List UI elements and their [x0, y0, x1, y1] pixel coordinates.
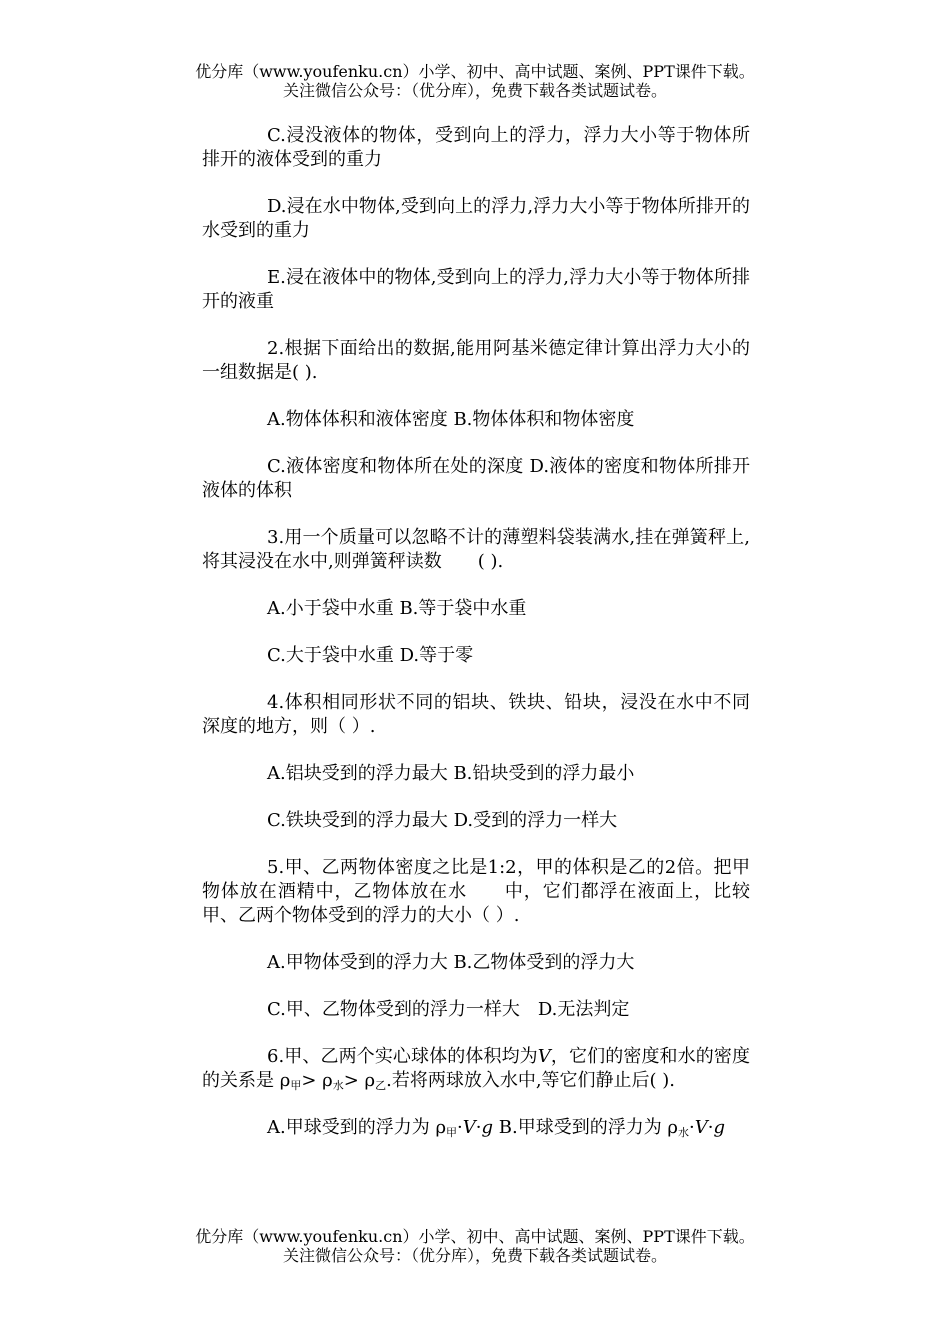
q6a-dot-3: · [689, 1117, 695, 1138]
option-d-paragraph: D.浸在水中物体,受到向上的浮力,浮力大小等于物体所排开的水受到的重力 [202, 196, 750, 241]
q6-volume-symbol: V [537, 1046, 551, 1067]
option-c-paragraph: C.浸没液体的物体，受到向上的浮力，浮力大小等于物体所排开的液体受到的重力 [202, 125, 750, 170]
footer-line-1: 优分库（www.youfenku.cn）小学、初中、高中试题、案例、PPT课件下载。 [195, 1227, 755, 1246]
q6a-dot-4: · [707, 1117, 714, 1138]
q6a-gravity-symbol: g [481, 1117, 494, 1138]
question-2-options-cd: C.液体密度和物体所在处的深度 D.液体的密度和物体所排开液体的体积 [202, 456, 750, 501]
q6-text-3: > ρ [301, 1070, 333, 1091]
q6a-dot-2: · [475, 1117, 482, 1138]
question-5-options-ab: A.甲物体受到的浮力大 B.乙物体受到的浮力大 [267, 952, 635, 973]
q6a-sub-jia: 甲 [446, 1126, 458, 1139]
question-3-options-ab: A.小于袋中水重 B.等于袋中水重 [267, 598, 527, 619]
q6-sub-yi: 乙 [375, 1079, 387, 1092]
header-line-1: 优分库（www.youfenku.cn）小学、初中、高中试题、案例、PPT课件下载。 [195, 62, 755, 81]
q6a-text-2: B.甲球受到的浮力为 ρ [493, 1117, 679, 1138]
q6a-dot-1: · [457, 1117, 463, 1138]
question-4-options-ab: A.铝块受到的浮力最大 B.铅块受到的浮力最小 [267, 763, 635, 784]
footer-line-2: 关注微信公众号：（优分库），免费下载各类试题试卷。 [282, 1246, 667, 1265]
document-body [202, 124, 750, 1163]
option-e-paragraph: E.浸在液体中的物体,受到向上的浮力,浮力大小等于物体所排开的液重 [202, 267, 750, 312]
header-line-2: 关注微信公众号：（优分库），免费下载各类试题试卷。 [282, 81, 667, 100]
q6-text-2: ，它们的密度和水的密度的关系是 ρ [202, 1046, 750, 1091]
q6-sub-shui: 水 [332, 1079, 344, 1092]
q6a-gravity-symbol-2: g [713, 1117, 726, 1138]
question-4: 4.体积相同形状不同的铝块、铁块、铅块，浸没在水中不同深度的地方，则（ ）. [202, 692, 750, 737]
question-3: 3.用一个质量可以忽略不计的薄塑料袋装满水,挂在弹簧秤上,将其浸没在水中,则弹簧秤读数 ( ). [202, 527, 750, 572]
q6a-text-1: A.甲球受到的浮力为 ρ [267, 1117, 447, 1138]
question-6 [202, 1045, 750, 1093]
q6-sub-jia: 甲 [290, 1079, 302, 1092]
q6-text-1: 6.甲、乙两个实心球体的体积均为 [267, 1046, 538, 1067]
q6a-sub-shui: 水 [678, 1126, 690, 1139]
q6-text-5: .若将两球放入水中,等它们静止后( ). [386, 1070, 676, 1091]
page-footer [0, 1227, 950, 1265]
question-2: 2.根据下面给出的数据,能用阿基米德定律计算出浮力大小的一组数据是( ). [202, 338, 750, 383]
question-5-options-cd: C.甲、乙物体受到的浮力一样大 D.无法判定 [267, 999, 630, 1020]
q6a-volume-symbol-2: V [694, 1117, 708, 1138]
q6-text-4: > ρ [343, 1070, 376, 1091]
question-6-options-ab [202, 1116, 750, 1140]
question-3-options-cd: C.大于袋中水重 D.等于零 [267, 645, 474, 666]
question-2-options-ab: A.物体体积和液体密度 B.物体体积和物体密度 [267, 409, 635, 430]
page-header [0, 62, 950, 100]
question-5: 5.甲、乙两物体密度之比是1:2，甲的体积是乙的2倍。把甲物体放在酒精中，乙物体放在水 中，它们都浮在液面上，比较甲、乙两个物体受到的浮力的大小（ ）. [202, 857, 750, 926]
question-4-options-cd: C.铁块受到的浮力最大 D.受到的浮力一样大 [267, 810, 618, 831]
q6a-volume-symbol: V [462, 1117, 476, 1138]
